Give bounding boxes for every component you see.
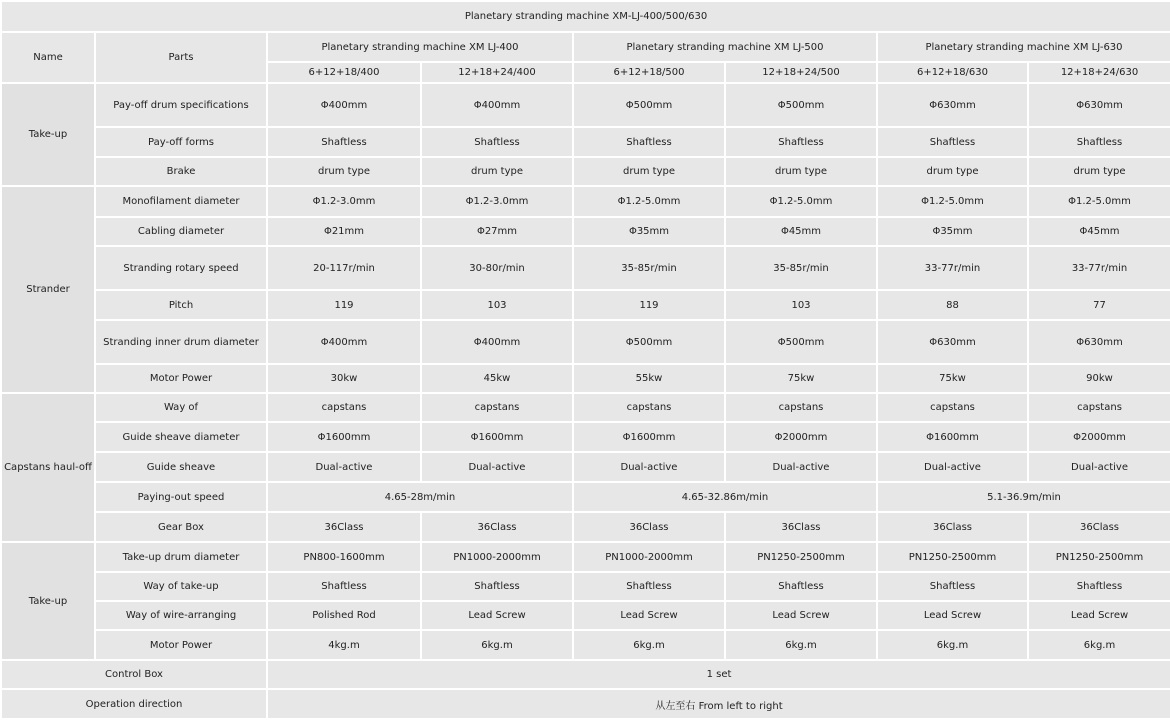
part-name: Brake [95, 157, 267, 186]
spec-value: Φ1.2-5.0mm [877, 186, 1028, 217]
table-row [1, 186, 1170, 217]
spec-value: drum type [421, 157, 573, 186]
header-model: Planetary stranding machine XM LJ-630 [877, 32, 1170, 62]
part-name: Pay-off drum specifications [95, 83, 267, 127]
footer-label: Operation direction [1, 689, 267, 719]
spec-value: Φ500mm [725, 320, 877, 364]
group-name: Strander [1, 186, 95, 393]
header-model: Planetary stranding machine XM LJ-400 [267, 32, 573, 62]
table-row [1, 512, 1170, 542]
spec-value: Polished Rod [267, 601, 421, 630]
spec-value: drum type [725, 157, 877, 186]
spec-value: PN800-1600mm [267, 542, 421, 572]
table-title: Planetary stranding machine XM-LJ-400/500/630 [1, 1, 1170, 32]
spec-value: Φ45mm [1028, 217, 1170, 246]
table-row [1, 601, 1170, 630]
header-config: 12+18+24/500 [725, 62, 877, 83]
spec-value: Lead Screw [725, 601, 877, 630]
group-name: Capstans haul-off [1, 393, 95, 542]
spec-value: drum type [1028, 157, 1170, 186]
spec-value: 55kw [573, 364, 725, 393]
part-name: Motor Power [95, 364, 267, 393]
part-name: Way of take-up [95, 572, 267, 601]
spec-value: capstans [267, 393, 421, 422]
header-model: Planetary stranding machine XM LJ-500 [573, 32, 877, 62]
spec-value: 6kg.m [421, 630, 573, 660]
spec-value: 4.65-32.86m/min [573, 482, 877, 512]
spec-value: Shaftless [573, 572, 725, 601]
spec-value: 103 [421, 290, 573, 320]
spec-value: 35-85r/min [573, 246, 725, 290]
spec-value: Shaftless [421, 572, 573, 601]
table-row [1, 482, 1170, 512]
spec-value: 75kw [725, 364, 877, 393]
table-row [1, 364, 1170, 393]
table-row [1, 393, 1170, 422]
group-name: Take-up [1, 542, 95, 660]
table-row [1, 157, 1170, 186]
spec-value: 36Class [1028, 512, 1170, 542]
spec-value: Φ35mm [573, 217, 725, 246]
header-config: 6+12+18/400 [267, 62, 421, 83]
spec-value: 35-85r/min [725, 246, 877, 290]
header-config: 12+18+24/630 [1028, 62, 1170, 83]
spec-value: Shaftless [267, 127, 421, 157]
spec-value: 6kg.m [573, 630, 725, 660]
spec-value: 36Class [877, 512, 1028, 542]
spec-value: 103 [725, 290, 877, 320]
spec-value: Shaftless [1028, 127, 1170, 157]
spec-value: 33-77r/min [1028, 246, 1170, 290]
spec-value: Dual-active [267, 452, 421, 482]
spec-value: Lead Screw [877, 601, 1028, 630]
spec-value: 20-117r/min [267, 246, 421, 290]
spec-value: Dual-active [573, 452, 725, 482]
spec-value: Φ400mm [421, 320, 573, 364]
spec-value: Dual-active [877, 452, 1028, 482]
spec-value: 119 [573, 290, 725, 320]
spec-value: Φ400mm [267, 320, 421, 364]
spec-value: Φ35mm [877, 217, 1028, 246]
table-row [1, 452, 1170, 482]
header-config: 6+12+18/500 [573, 62, 725, 83]
footer-value: 1 set [267, 660, 1170, 689]
spec-value: Shaftless [877, 572, 1028, 601]
spec-value: Φ630mm [1028, 83, 1170, 127]
part-name: Cabling diameter [95, 217, 267, 246]
header-config: 6+12+18/630 [877, 62, 1028, 83]
spec-value: Dual-active [725, 452, 877, 482]
spec-value: Φ630mm [877, 83, 1028, 127]
spec-value: Shaftless [877, 127, 1028, 157]
spec-value: capstans [421, 393, 573, 422]
spec-value: 6kg.m [1028, 630, 1170, 660]
table-row [1, 83, 1170, 127]
spec-value: PN1250-2500mm [877, 542, 1028, 572]
part-name: Monofilament diameter [95, 186, 267, 217]
spec-value: 36Class [267, 512, 421, 542]
spec-value: 5.1-36.9m/min [877, 482, 1170, 512]
part-name: Way of [95, 393, 267, 422]
spec-value: PN1000-2000mm [573, 542, 725, 572]
part-name: Guide sheave [95, 452, 267, 482]
spec-value: Φ1600mm [267, 422, 421, 452]
spec-value: Φ1.2-5.0mm [725, 186, 877, 217]
spec-value: Φ1600mm [877, 422, 1028, 452]
header-parts: Parts [95, 32, 267, 83]
spec-value: 30kw [267, 364, 421, 393]
spec-value: 75kw [877, 364, 1028, 393]
spec-value: Φ1600mm [421, 422, 573, 452]
spec-value: 6kg.m [725, 630, 877, 660]
spec-value: Φ500mm [725, 83, 877, 127]
spec-value: Φ400mm [421, 83, 573, 127]
spec-value: Φ2000mm [725, 422, 877, 452]
spec-value: drum type [573, 157, 725, 186]
spec-value: 36Class [573, 512, 725, 542]
spec-value: PN1250-2500mm [725, 542, 877, 572]
spec-value: 36Class [421, 512, 573, 542]
spec-value: Φ400mm [267, 83, 421, 127]
spec-value: 4.65-28m/min [267, 482, 573, 512]
part-name: Pay-off forms [95, 127, 267, 157]
spec-value: Shaftless [421, 127, 573, 157]
spec-value: 6kg.m [877, 630, 1028, 660]
footer-label: Control Box [1, 660, 267, 689]
table-row [1, 290, 1170, 320]
spec-value: 90kw [1028, 364, 1170, 393]
spec-value: drum type [267, 157, 421, 186]
spec-value: Φ630mm [877, 320, 1028, 364]
table-row [1, 542, 1170, 572]
spec-value: 119 [267, 290, 421, 320]
spec-value: Lead Screw [421, 601, 573, 630]
table-row [1, 217, 1170, 246]
spec-value: PN1250-2500mm [1028, 542, 1170, 572]
spec-value: Φ27mm [421, 217, 573, 246]
spec-value: Shaftless [725, 572, 877, 601]
table-row [1, 127, 1170, 157]
part-name: Pitch [95, 290, 267, 320]
spec-value: Φ1600mm [573, 422, 725, 452]
table-row [1, 422, 1170, 452]
table-row [1, 689, 1170, 719]
spec-value: capstans [725, 393, 877, 422]
part-name: Gear Box [95, 512, 267, 542]
spec-value: Φ21mm [267, 217, 421, 246]
part-name: Stranding inner drum diameter [95, 320, 267, 364]
spec-value: 36Class [725, 512, 877, 542]
part-name: Take-up drum diameter [95, 542, 267, 572]
spec-value: 88 [877, 290, 1028, 320]
header-config: 12+18+24/400 [421, 62, 573, 83]
spec-value: capstans [573, 393, 725, 422]
part-name: Guide sheave diameter [95, 422, 267, 452]
spec-value: capstans [1028, 393, 1170, 422]
spec-value: drum type [877, 157, 1028, 186]
spec-value: 4kg.m [267, 630, 421, 660]
table-row [1, 572, 1170, 601]
spec-value: 33-77r/min [877, 246, 1028, 290]
table-row [1, 660, 1170, 689]
spec-value: Φ2000mm [1028, 422, 1170, 452]
part-name: Paying-out speed [95, 482, 267, 512]
spec-value: Φ1.2-5.0mm [1028, 186, 1170, 217]
spec-value: Shaftless [573, 127, 725, 157]
table-row [1, 320, 1170, 364]
spec-value: capstans [877, 393, 1028, 422]
spec-value: Dual-active [1028, 452, 1170, 482]
spec-value: Lead Screw [1028, 601, 1170, 630]
spec-value: Φ1.2-5.0mm [573, 186, 725, 217]
spec-value: Dual-active [421, 452, 573, 482]
spec-value: Shaftless [725, 127, 877, 157]
part-name: Way of wire-arranging [95, 601, 267, 630]
spec-value: Φ45mm [725, 217, 877, 246]
spec-value: Φ500mm [573, 320, 725, 364]
group-name: Take-up [1, 83, 95, 186]
part-name: Stranding rotary speed [95, 246, 267, 290]
table-row [1, 246, 1170, 290]
spec-value: Φ1.2-3.0mm [421, 186, 573, 217]
spec-value: Φ1.2-3.0mm [267, 186, 421, 217]
spec-value: 45kw [421, 364, 573, 393]
spec-value: Φ630mm [1028, 320, 1170, 364]
spec-value: Lead Screw [573, 601, 725, 630]
spec-value: 30-80r/min [421, 246, 573, 290]
header-name: Name [1, 32, 95, 83]
spec-value: PN1000-2000mm [421, 542, 573, 572]
footer-value: 从左至右 From left to right [267, 689, 1170, 719]
part-name: Motor Power [95, 630, 267, 660]
spec-value: Φ500mm [573, 83, 725, 127]
table-row [1, 630, 1170, 660]
spec-value: Shaftless [1028, 572, 1170, 601]
spec-value: Shaftless [267, 572, 421, 601]
spec-value: 77 [1028, 290, 1170, 320]
